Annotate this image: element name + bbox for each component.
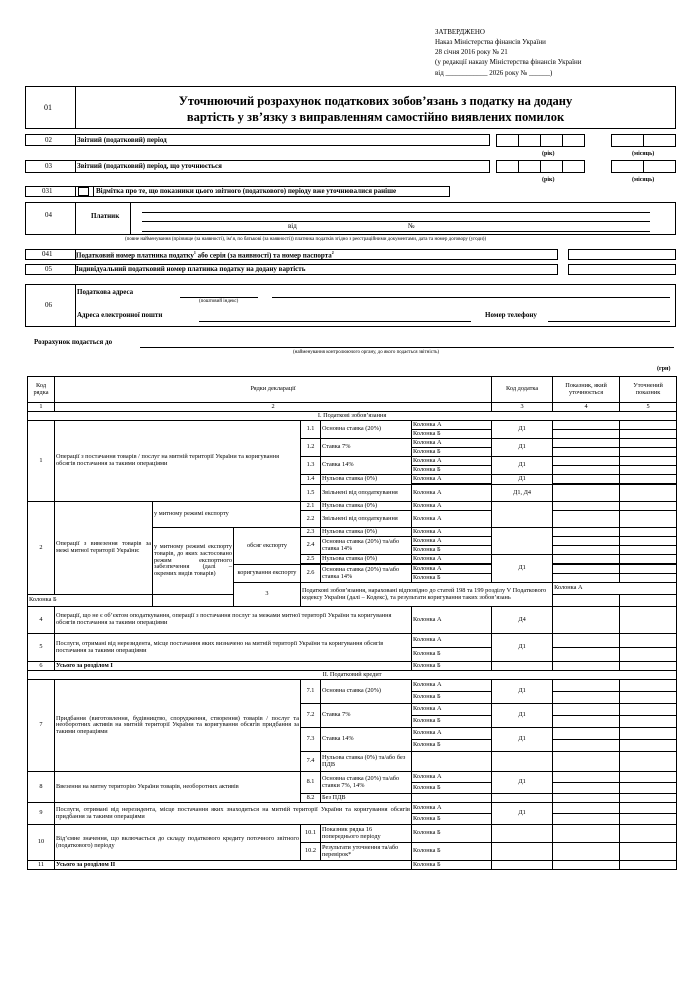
payer-contract-line[interactable]	[142, 231, 650, 232]
sub-code: 1.4	[301, 475, 321, 485]
value-cell[interactable]	[620, 843, 677, 861]
value-cell[interactable]	[620, 511, 677, 528]
section-1-title: I. Податкові зобов’язання	[28, 412, 677, 421]
row-label: Усього за розділом II	[55, 861, 412, 870]
row-label: Усього за розділом I	[55, 662, 412, 671]
year-field[interactable]	[496, 160, 584, 173]
payer-note: (повне найменування (прізвище (за наявності), ім’я, по батькові (за наявності)) платника податків згідно з реєстраційними документами, дата та номер договору (угоди))	[125, 237, 487, 242]
header-code: Код рядка	[28, 377, 55, 403]
approval-line: 28 січня 2016 року № 21	[435, 48, 508, 56]
value-cell[interactable]	[620, 704, 677, 716]
appendix-code	[492, 752, 553, 772]
table-row	[28, 421, 677, 430]
approval-line: (у редакції наказу Міністерства фінансів України	[435, 58, 582, 66]
row-code: 11	[28, 861, 55, 870]
declaration-table	[27, 376, 677, 870]
rate-label: Ставка 14%	[321, 728, 412, 752]
value-cell[interactable]	[553, 537, 620, 546]
appendix-code: Д1	[492, 457, 553, 475]
table-row	[28, 634, 677, 648]
col-num: 4	[553, 403, 620, 412]
sub-code: 8.2	[301, 794, 321, 803]
appendix-code: Д1	[492, 555, 553, 583]
row-number: 041	[42, 250, 53, 258]
sub-code: 7.2	[301, 704, 321, 728]
value-cell[interactable]	[553, 692, 620, 704]
value-cell[interactable]	[620, 648, 677, 662]
appendix-code: Д1	[492, 704, 553, 728]
currency-label: (грн)	[657, 366, 671, 372]
table-row	[28, 803, 677, 814]
column-label: Колонка А	[553, 583, 677, 595]
page-title: Уточнюючий розрахунок податкових зобов’язань з податку на додану	[178, 94, 573, 108]
payer-name-line[interactable]	[142, 212, 650, 213]
value-cell[interactable]	[620, 502, 677, 511]
column-label: Колонка Б	[412, 648, 492, 662]
row-code: 6	[28, 662, 55, 671]
column-label: Колонка А	[412, 772, 492, 783]
value-cell[interactable]	[553, 565, 620, 574]
approval-line: Наказ Міністерства фінансів України	[435, 38, 546, 46]
rate-label: Ставка 14%	[321, 457, 412, 475]
payer-name-line[interactable]	[142, 221, 650, 222]
value-cell[interactable]	[553, 861, 620, 870]
column-label: Колонка А	[412, 439, 492, 448]
value-cell[interactable]	[553, 595, 620, 607]
period-label: Звітний (податковий) період	[77, 136, 167, 144]
contract-date-label: від	[288, 222, 297, 230]
appendix-code: Д1	[492, 680, 553, 704]
tax-number-label: Податковий номер платника податку$^1$ або серія (за наявності) та номер паспорта$^2$	[76, 250, 334, 260]
table-header	[28, 377, 677, 403]
value-cell[interactable]	[553, 740, 620, 752]
row-code: 10	[28, 825, 55, 861]
rate-label: Нульова ставка (0%)	[321, 502, 412, 511]
col-num: 3	[492, 403, 553, 412]
column-label: Колонка А	[412, 475, 492, 484]
rate-label: Основна ставка (20%) та/або ставка 14%	[321, 537, 412, 555]
export-volume-label: обсяг експорту	[234, 528, 301, 565]
value-cell[interactable]	[553, 421, 620, 430]
value-cell[interactable]	[620, 528, 677, 537]
column-label: Колонка А	[412, 704, 492, 716]
value-cell[interactable]	[620, 752, 677, 772]
appendix-code	[492, 528, 553, 555]
appendix-code: Д1	[492, 772, 553, 794]
approval-line: ЗАТВЕРДЖЕНО	[435, 28, 485, 36]
row-label: Послуги, отримані від нерезидента, місце постачання яких знаходиться на митній території України та коригування обсягів придбання за такими операціями	[55, 803, 412, 825]
appendix-code: Д1	[492, 475, 553, 485]
rate-label: Основна ставка (20%) та/або ставки 7%, 14%	[321, 772, 412, 794]
month-field[interactable]	[611, 134, 675, 147]
value-cell[interactable]	[553, 648, 620, 662]
email-line[interactable]	[199, 321, 471, 322]
value-cell[interactable]	[620, 728, 677, 740]
phone-label: Номер телефону	[485, 311, 537, 319]
value-cell[interactable]	[553, 511, 620, 528]
value-cell[interactable]	[553, 794, 620, 803]
sub-code: 7.4	[301, 752, 321, 772]
value-cell[interactable]	[620, 716, 677, 728]
row-label: Операції з вивезення товарів за межі митної території України:	[55, 502, 153, 595]
header-refined: Уточнений показник	[620, 377, 677, 403]
sub-code: 2.6	[301, 565, 321, 583]
rate-label: Ставка 7%	[321, 704, 412, 728]
value-cell[interactable]	[553, 475, 620, 484]
value-cell[interactable]	[553, 439, 620, 448]
column-label: Колонка А	[412, 528, 492, 537]
value-cell[interactable]	[620, 692, 677, 704]
vat-number-label: Індивідуальний податковий номер платника податку на додану вартість	[76, 265, 306, 273]
rate-label: Нульова ставка (0%) та/або без ПДВ	[321, 752, 412, 772]
table-row	[28, 861, 677, 870]
row-code: 3	[234, 583, 301, 607]
rate-label: Основна ставка (20%) та/або ставка 14%	[321, 565, 412, 583]
value-cell[interactable]	[620, 475, 677, 484]
value-cell[interactable]	[620, 546, 677, 555]
value-cell[interactable]	[553, 680, 620, 692]
column-label: Колонка Б	[412, 843, 492, 861]
row-label: Від’ємне значення, що включається до складу податкового кредиту поточного звітного (податкового) періоду	[55, 825, 301, 861]
address-line[interactable]	[272, 297, 670, 298]
refined-before-label: Відмітка про те, що показники цього звітного (податкового) періоду вже уточнювалися раніше	[96, 187, 397, 195]
rate-label: Без ПДВ	[321, 794, 412, 803]
column-label: Колонка А	[412, 803, 492, 814]
month-field[interactable]	[611, 160, 675, 173]
value-cell[interactable]	[553, 555, 620, 564]
rate-label: Нульова ставка (0%)	[321, 475, 412, 485]
column-label: Колонка Б	[412, 448, 492, 457]
column-label: Колонка Б	[412, 430, 492, 439]
appendix-code: Д1, Д4	[492, 485, 553, 502]
sub-code: 1.2	[301, 439, 321, 457]
value-cell[interactable]	[620, 803, 677, 814]
appendix-code: Д1	[492, 439, 553, 457]
column-label: Колонка А	[412, 565, 492, 574]
payer-label: Платник	[91, 212, 120, 220]
value-cell[interactable]	[620, 439, 677, 448]
column-numbers	[28, 403, 677, 412]
postal-index-caption: (поштовий індекс)	[199, 299, 239, 304]
sub-code: 10.1	[301, 825, 321, 843]
column-label: Колонка Б	[412, 825, 492, 843]
column-label: Колонка А	[412, 555, 492, 564]
column-label: Колонка Б	[412, 814, 492, 825]
sub-code: 2.2	[301, 511, 321, 528]
row-label: Послуги, отримані від нерезидента, місце постачання яких визначено на митній території України та коригування обсягів постачання за такими операціями	[55, 634, 412, 662]
value-cell[interactable]	[553, 634, 620, 648]
value-cell[interactable]	[620, 537, 677, 546]
value-cell[interactable]	[620, 825, 677, 843]
appendix-code	[492, 794, 553, 803]
column-label: Колонка А	[412, 457, 492, 466]
sub-code: 1.5	[301, 485, 321, 502]
header-rows: Рядки декларації	[55, 377, 492, 403]
value-cell[interactable]	[553, 607, 620, 634]
appendix-code: Д1	[492, 803, 553, 825]
refined-before-checkbox[interactable]	[78, 187, 89, 196]
column-label: Колонка Б	[412, 692, 492, 704]
rate-label: Нульова ставка (0%)	[321, 555, 412, 564]
export-correction-label: коригування експорту	[234, 565, 301, 583]
month-caption: (місяць)	[632, 177, 655, 183]
value-cell[interactable]	[553, 574, 620, 583]
value-cell[interactable]	[553, 728, 620, 740]
section-header	[28, 671, 677, 680]
value-cell[interactable]	[620, 421, 677, 430]
sub-code: 1.1	[301, 421, 321, 439]
row-code: 4	[28, 607, 55, 634]
column-label: Колонка Б	[28, 595, 153, 607]
value-cell[interactable]	[553, 843, 620, 861]
value-cell[interactable]	[553, 662, 620, 671]
column-label: Колонка А	[412, 485, 492, 502]
rate-label: Звільнені від оподаткування	[321, 485, 412, 502]
period-label: Звітний (податковий) період, що уточнюється	[77, 162, 222, 170]
value-cell[interactable]	[553, 448, 620, 457]
value-cell[interactable]	[620, 430, 677, 439]
column-label: Колонка Б	[412, 466, 492, 475]
year-caption: (рік)	[542, 151, 555, 157]
value-cell[interactable]	[620, 772, 677, 783]
column-label: Колонка А	[412, 421, 492, 430]
row-number: 04	[45, 211, 52, 219]
row-number: 031	[42, 187, 53, 195]
value-cell[interactable]	[553, 772, 620, 783]
special-goods-label: у митному режимі експорту товарів, до яких застосовано режим експортного забезпечення (далі – окремих видів товарів)	[153, 528, 234, 595]
value-cell[interactable]	[620, 595, 677, 607]
column-label	[412, 794, 492, 803]
rate-label: Результати уточнення та/або перевірок*	[321, 843, 412, 861]
value-cell[interactable]	[620, 634, 677, 648]
submit-label: Розрахунок подається до	[34, 338, 113, 346]
value-cell[interactable]	[553, 716, 620, 728]
rate-label: Звільнені від оподаткування	[321, 511, 412, 528]
row-code: 9	[28, 803, 55, 825]
row-number: 01	[44, 103, 52, 112]
value-cell[interactable]	[620, 783, 677, 794]
column-label: Колонка А	[412, 634, 492, 648]
address-label: Податкова адреса	[77, 288, 134, 296]
value-cell[interactable]	[553, 814, 620, 825]
col-num: 1	[28, 403, 55, 412]
col-num: 2	[55, 403, 492, 412]
sub-code: 8.1	[301, 772, 321, 794]
year-field[interactable]	[496, 134, 584, 147]
value-cell[interactable]	[620, 485, 677, 502]
value-cell[interactable]	[620, 680, 677, 692]
tax-number-input[interactable]	[568, 249, 676, 260]
column-label: Колонка Б	[412, 574, 492, 583]
value-cell[interactable]	[620, 861, 677, 870]
row-label: Операції, що не є об’єктом оподаткування, операції з постачання послуг за межами митної території України та коригування обсягів постачання за такими операціями	[55, 607, 412, 634]
value-cell[interactable]	[553, 466, 620, 475]
year-caption: (рік)	[542, 177, 555, 183]
rate-label: Ставка 7%	[321, 439, 412, 457]
row-code: 8	[28, 772, 55, 803]
column-label: Колонка А	[412, 511, 492, 528]
sub-code: 2.5	[301, 555, 321, 564]
table-row	[28, 772, 677, 783]
value-cell[interactable]	[553, 430, 620, 439]
value-cell[interactable]	[620, 565, 677, 574]
value-cell[interactable]	[620, 574, 677, 583]
section-header	[28, 412, 677, 421]
row-label: Ввезення на митну територію України товарів, необоротних активів	[55, 772, 301, 803]
column-label: Колонка Б	[412, 740, 492, 752]
table-row	[28, 825, 677, 843]
col-num: 5	[620, 403, 677, 412]
sub-code: 2.1	[301, 502, 321, 511]
appendix-code	[492, 502, 553, 528]
rate-label: Основна ставка (20%)	[321, 421, 412, 439]
appendix-code: Д1	[492, 728, 553, 752]
header-appendix: Код додатка	[492, 377, 553, 403]
table-row	[28, 607, 677, 634]
value-cell[interactable]	[553, 783, 620, 794]
value-cell[interactable]	[620, 740, 677, 752]
column-label: Колонка Б	[412, 662, 492, 671]
value-cell[interactable]	[553, 502, 620, 511]
value-cell[interactable]	[553, 803, 620, 814]
vat-number-input[interactable]	[568, 264, 676, 275]
value-cell[interactable]	[620, 662, 677, 671]
value-cell[interactable]	[553, 457, 620, 466]
appendix-code: Д4	[492, 607, 553, 634]
section-2-title: II. Податковий кредит	[28, 671, 677, 680]
value-cell[interactable]	[620, 555, 677, 564]
value-cell[interactable]	[620, 457, 677, 466]
sub-code: 10.2	[301, 843, 321, 861]
column-label: Колонка Б	[412, 783, 492, 794]
row-number: 02	[45, 136, 52, 144]
value-cell[interactable]	[553, 752, 620, 772]
value-cell[interactable]	[620, 448, 677, 457]
appendix-code: Д1	[492, 634, 553, 662]
rate-label: Нульова ставка (0%)	[321, 528, 412, 537]
appendix-code	[492, 861, 553, 870]
export-mode-label: у митному режимі експорту	[153, 502, 301, 528]
appendix-code	[492, 662, 553, 671]
row-code: 7	[28, 680, 55, 772]
page-title: вартість у зв’язку з виправленням самостійно виявлених помилок	[186, 110, 565, 124]
rate-label: Показник рядка 16 попереднього періоду	[321, 825, 412, 843]
column-label: Колонка А	[412, 728, 492, 740]
header-shown: Показник, який уточнюється	[553, 377, 620, 403]
sub-code: 7.1	[301, 680, 321, 704]
column-label: Колонка Б	[412, 546, 492, 555]
row-code: 5	[28, 634, 55, 662]
authority-line[interactable]	[140, 347, 674, 348]
column-label: Колонка Б	[412, 861, 492, 870]
approval-line: від ____________ 2026 року № ______)	[435, 69, 553, 77]
row-number: 03	[45, 162, 52, 170]
column-label: Колонка А	[412, 502, 492, 511]
row-label: Операції з постачання товарів / послуг на митній території України та коригування обсягів постачання за такими операціями	[55, 421, 301, 502]
row-label: Придбання (виготовлення, будівництво, спорудження, створення) товарів / послуг та необоротних активів на митній території України та коригування обсягів придбання за такими операціями	[55, 680, 301, 772]
email-label: Адреса електронної пошти	[77, 311, 163, 319]
value-cell[interactable]	[620, 466, 677, 475]
value-cell[interactable]	[553, 528, 620, 537]
sub-code: 7.3	[301, 728, 321, 752]
appendix-code	[492, 843, 553, 861]
row-code: 2	[28, 502, 55, 595]
value-cell[interactable]	[553, 825, 620, 843]
contract-number-label: №	[408, 222, 415, 230]
row-code: 1	[28, 421, 55, 502]
column-label: Колонка Б	[412, 716, 492, 728]
postal-index-line[interactable]	[180, 297, 258, 298]
value-cell[interactable]	[620, 794, 677, 803]
column-label	[412, 752, 492, 772]
value-cell[interactable]	[553, 546, 620, 555]
row-label: Податкові зобов’язання, нараховані відповідно до статей 198 та 199 розділу V Податкового кодексу України (далі – Кодекс), та результати коригування таких зобов’язань	[301, 583, 553, 607]
column-label: Колонка А	[412, 607, 492, 634]
month-caption: (місяць)	[632, 151, 655, 157]
sub-code: 2.4	[301, 537, 321, 555]
rate-label: Основна ставка (20%)	[321, 680, 412, 704]
value-cell[interactable]	[553, 704, 620, 716]
appendix-code	[492, 825, 553, 843]
value-cell[interactable]	[153, 595, 234, 607]
sub-code: 2.3	[301, 528, 321, 537]
column-label: Колонка А	[412, 680, 492, 692]
phone-line[interactable]	[548, 321, 670, 322]
row-number: 06	[45, 301, 52, 309]
value-cell[interactable]	[620, 814, 677, 825]
authority-caption: (найменування контролюючого органу, до якого подається звітність)	[293, 350, 440, 355]
table-row	[28, 662, 677, 671]
table-row	[28, 502, 677, 511]
appendix-code: Д1	[492, 421, 553, 439]
value-cell[interactable]	[553, 485, 620, 502]
sub-code: 1.3	[301, 457, 321, 475]
row-number: 05	[45, 265, 52, 273]
value-cell[interactable]	[620, 607, 677, 634]
table-row	[28, 680, 677, 692]
column-label: Колонка А	[412, 537, 492, 546]
